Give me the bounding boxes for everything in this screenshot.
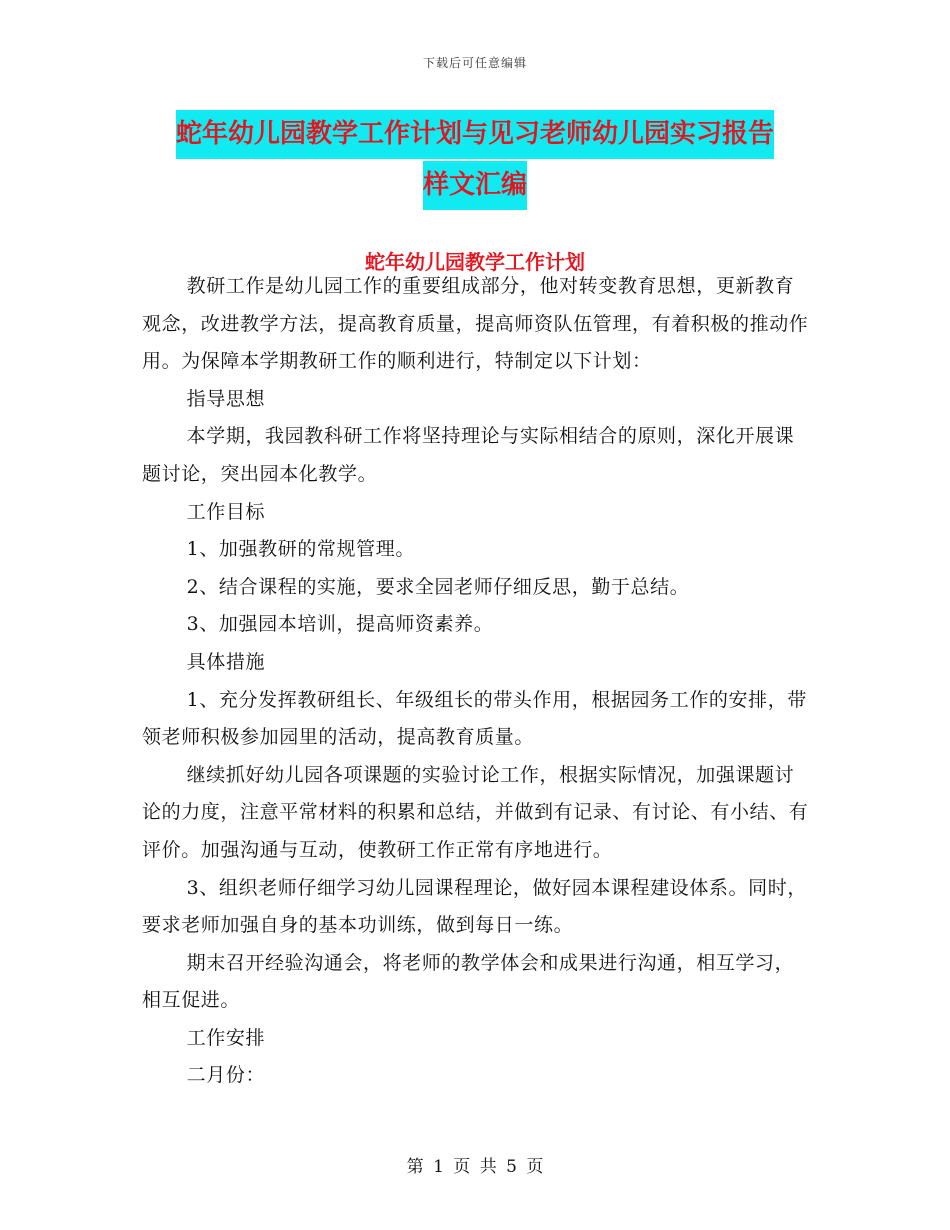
paragraph-goal-1: 1、加强教研的常规管理。	[186, 538, 415, 561]
paragraph-february: 二月份：	[186, 1064, 266, 1087]
paragraph-goal-3: 3、加强园本培训，提高师资素养。	[186, 613, 494, 636]
heading-work-goals: 工作目标	[186, 500, 266, 523]
header-note: 下载后可任意编辑	[422, 56, 527, 70]
heading-work-schedule: 工作安排	[186, 1026, 266, 1049]
paragraph-measure-1: 1、充分发挥教研组长、年级组长的带头作用，根据园务工作的安排，带领老师积极参加园里的活动，提高教育质量。	[142, 688, 807, 749]
page-number-footer: 第 1 页 共 5 页	[406, 1157, 544, 1177]
paragraph-intro: 教研工作是幼儿园工作的重要组成部分，他对转变教育思想，更新教育观念，改进教学方法，提高教育质量，提高师资队伍管理，有着积极的推动作用。为保障本学期教研工作的顺利进行，特制定以下计划：	[142, 275, 809, 373]
heading-guiding-ideology: 指导思想	[186, 387, 266, 410]
paragraph-measure-4: 期末召开经验沟通会，将老师的教学体会和成果进行沟通，相互学习，相互促进。	[142, 951, 795, 1012]
paragraph-goal-2: 2、结合课程的实施，要求全园老师仔细反思，勤于总结。	[186, 575, 690, 598]
document-body	[142, 268, 810, 1095]
paragraph-measure-2: 继续抓好幼儿园各项课题的实验讨论工作，根据实际情况，加强课题讨论的力度，注意平常材料的积累和总结，并做到有记录、有讨论、有小结、有评价。加强沟通与互动，使教研工作正常有序地进行。	[142, 763, 809, 861]
section-title: 蛇年幼儿园教学工作计划	[365, 250, 585, 274]
paragraph-measure-3: 3、组织老师仔细学习幼儿园课程理论，做好园本课程建设体系。同时，要求老师加强自身的基本功训练，做到每日一练。	[142, 876, 807, 937]
document-title-line-1: 蛇年幼儿园教学工作计划与见习老师幼儿园实习报告	[176, 110, 774, 159]
document-title	[0, 110, 950, 210]
heading-specific-measures: 具体措施	[186, 650, 266, 673]
document-title-line-2: 样文汇编	[423, 161, 527, 210]
paragraph-guiding-ideology: 本学期，我园教科研工作将坚持理论与实际相结合的原则，深化开展课题讨论，突出园本化教学。	[142, 425, 795, 485]
